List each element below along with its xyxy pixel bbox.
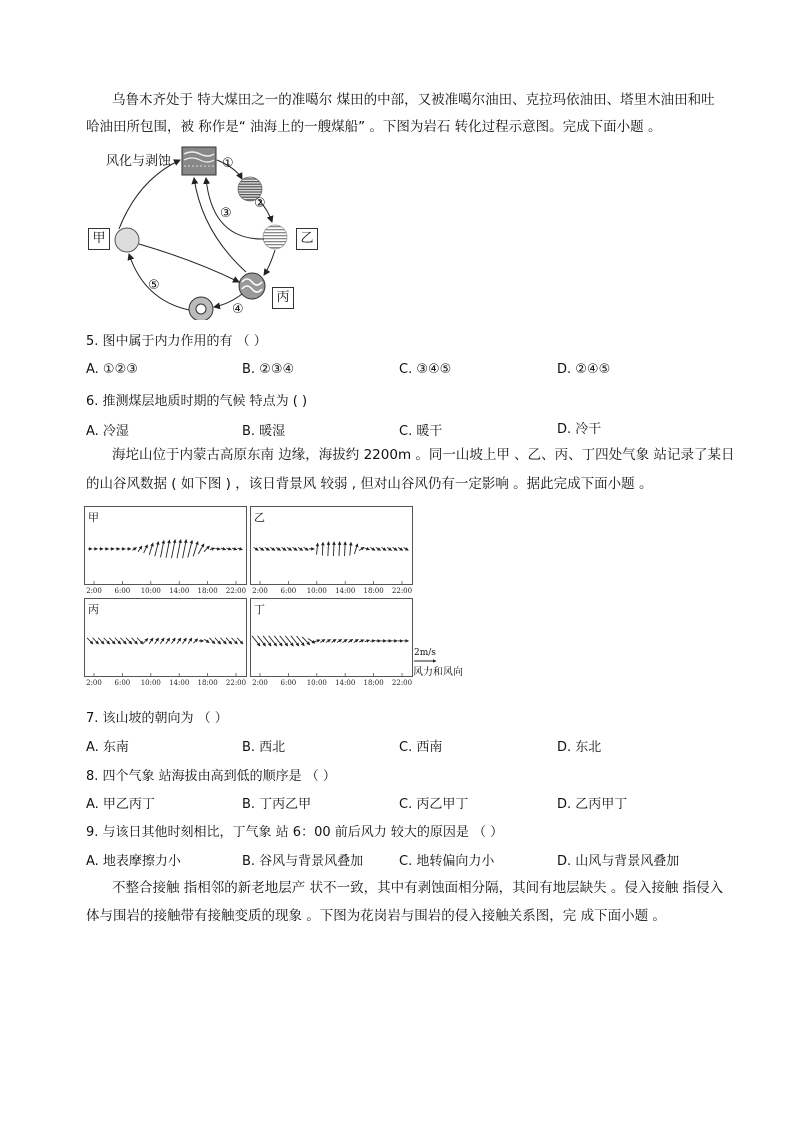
wind-chart	[84, 506, 484, 692]
intro3-line1: 不整合接触 指相邻的新老地层产 状不一致，其中有剥蚀面相分隔，其间有地层缺失 。侵入接触 指侵入	[112, 880, 724, 896]
label-step-5: ⑤	[148, 278, 160, 293]
q7-option-a[interactable]: A. 东南	[86, 740, 129, 755]
wind-panel-1	[251, 507, 413, 585]
wind-panel-2	[85, 599, 247, 677]
tick-label: 10:00	[140, 587, 161, 595]
q9-option-c[interactable]: C. 地转偏向力小	[399, 854, 495, 869]
tick-label: 18:00	[363, 587, 384, 595]
striped-circle-yi	[263, 225, 287, 249]
tick-label: 22:00	[391, 587, 413, 595]
tick-label: 6:00	[280, 587, 297, 595]
question-8: 8. 四个气象 站海拔由高到低的顺序是 （ ）	[86, 769, 336, 784]
circle-bing	[239, 273, 265, 299]
panel-label-ding: 丁	[254, 603, 265, 616]
q6-option-a[interactable]: A. 冷湿	[86, 424, 129, 439]
q6-option-b[interactable]: B. 暖湿	[242, 424, 286, 439]
question-9: 9. 与该日其他时刻相比，丁气象 站 6：00 前后风力 较大的原因是 （ ）	[86, 825, 504, 840]
question-6: 6. 推测煤层地质时期的气候 特点为 ( )	[86, 394, 308, 409]
tick-label: 10:00	[140, 679, 161, 687]
q5-option-a[interactable]: A. ①②③	[86, 362, 138, 377]
q5-option-b[interactable]: B. ②③④	[242, 362, 295, 377]
tick-label: 2:00	[252, 587, 268, 595]
q8-option-b[interactable]: B. 丁丙乙甲	[242, 797, 312, 812]
tick-label: 2:00	[86, 679, 102, 687]
label-step-3: ③	[220, 206, 232, 221]
rock-cycle-diagram	[84, 142, 324, 320]
label-step-2: ②	[254, 196, 266, 211]
q9-option-b[interactable]: B. 谷风与背景风叠加	[242, 854, 364, 869]
q7-option-b[interactable]: B. 西北	[242, 740, 286, 755]
intro2-line2: 的山谷风数据 ( 如下图 ) ，该日背景风 较弱 , 但对山谷风仍有一定影响 。据此完成下面小题 。	[86, 476, 653, 492]
tick-label: 6:00	[114, 679, 131, 687]
tick-label: 22:00	[391, 679, 413, 687]
q8-option-d[interactable]: D. 乙丙甲丁	[557, 797, 628, 812]
q7-option-d[interactable]: D. 东北	[557, 740, 602, 755]
tick-label: 22:00	[225, 679, 247, 687]
tick-label: 6:00	[280, 679, 297, 687]
intro1-line2: 哈油田所包围，被 称作是“ 油海上的一艘煤船” 。下图为岩石 转化过程示意图。完成下面小题 。	[86, 119, 662, 135]
label-weathering: 风化与剥蚀	[106, 154, 172, 169]
intro2-line1: 海坨山位于内蒙古高原东南 边缘，海拔约 2200m 。同一山坡上甲 、乙、丙、丁四处气象 站记录了某日	[112, 447, 735, 463]
question-5: 5. 图中属于内力作用的有 （ ）	[86, 334, 267, 349]
tick-label: 10:00	[306, 679, 327, 687]
scale-label: 2m/s	[414, 648, 436, 658]
label-step-4: ④	[232, 302, 244, 317]
q5-option-d[interactable]: D. ②④⑤	[557, 362, 611, 377]
panel-label-bing: 丙	[88, 603, 99, 616]
q8-option-a[interactable]: A. 甲乙丙丁	[86, 797, 155, 812]
panel-label-jia: 甲	[88, 511, 99, 524]
label-yi: 乙	[296, 228, 318, 250]
q6-option-c[interactable]: C. 暖干	[399, 424, 443, 439]
tick-label: 2:00	[252, 679, 268, 687]
tick-label: 18:00	[363, 679, 384, 687]
tick-label: 14:00	[335, 679, 356, 687]
tick-label: 22:00	[225, 587, 247, 595]
legend-label: 风力和风向	[413, 667, 463, 678]
tick-label: 14:00	[169, 587, 190, 595]
tick-label: 18:00	[197, 587, 218, 595]
panel-label-yi: 乙	[254, 511, 265, 524]
tick-label: 14:00	[335, 587, 356, 595]
q5-option-c[interactable]: C. ③④⑤	[399, 362, 452, 377]
wind-panel-3	[251, 599, 413, 677]
intro1-line1: 乌鲁木齐处于 特大煤田之一的准噶尔 煤田的中部，又被准噶尔油田、克拉玛依油田、塔里木油田和吐	[112, 92, 715, 108]
tick-label: 14:00	[169, 679, 190, 687]
q7-option-c[interactable]: C. 西南	[399, 740, 443, 755]
label-bing: 丙	[272, 287, 294, 309]
q8-option-c[interactable]: C. 丙乙甲丁	[399, 797, 469, 812]
tick-label: 2:00	[86, 587, 102, 595]
tick-label: 6:00	[114, 587, 131, 595]
q9-option-a[interactable]: A. 地表摩擦力小	[86, 854, 181, 869]
wind-panel-0	[85, 507, 247, 585]
label-step-1: ①	[222, 156, 234, 171]
question-7: 7. 该山坡的朝向为 （ ）	[86, 711, 228, 726]
intro3-line2: 体与围岩的接触带有接触变质的现象 。下图为花岗岩与围岩的侵入接触关系图，完 成下面小题 。	[86, 908, 666, 924]
tick-label: 10:00	[306, 587, 327, 595]
q9-option-d[interactable]: D. 山风与背景风叠加	[557, 854, 680, 869]
circle-jia	[115, 228, 139, 252]
q6-option-d[interactable]: D. 冷干	[557, 422, 602, 437]
tick-label: 18:00	[197, 679, 218, 687]
label-jia: 甲	[88, 228, 110, 250]
